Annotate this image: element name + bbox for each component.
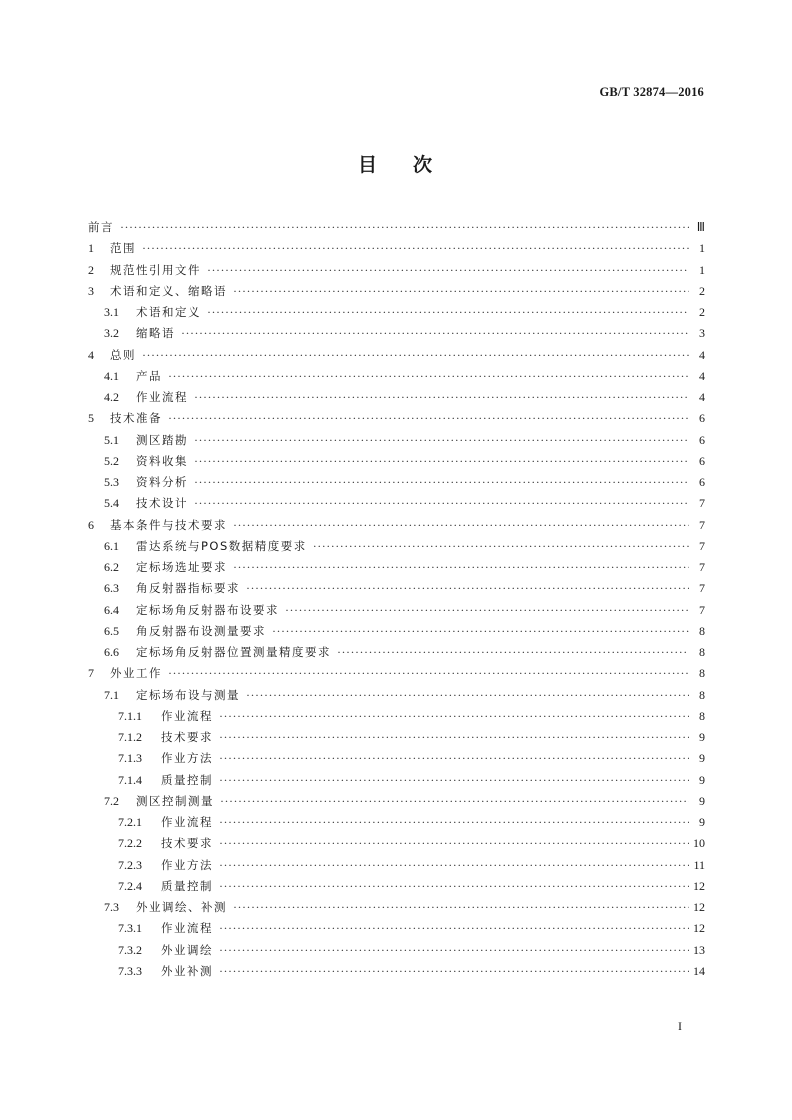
dot-leader (285, 600, 689, 621)
toc-title-left: 目 (357, 154, 379, 176)
toc-entry[interactable] (88, 791, 705, 812)
toc-entry-page: 1 (699, 241, 705, 256)
toc-entry[interactable] (88, 642, 705, 663)
dot-leader (233, 897, 689, 918)
toc-entry-number: 7.1 (104, 687, 119, 702)
toc-entry-number: 6.1 (104, 538, 119, 553)
toc-entry-page: 11 (693, 857, 705, 872)
toc-entry-number: 3.2 (104, 326, 119, 341)
dot-leader (246, 578, 689, 599)
toc-entry-title: 基本条件与技术要求 (110, 517, 227, 532)
toc-entry[interactable] (88, 600, 705, 621)
toc-entry-number: 3 (88, 283, 94, 298)
toc-entry-title: 作业流程 (161, 815, 213, 829)
toc-entry-number: 7.1.2 (118, 730, 142, 744)
toc-entry[interactable] (88, 302, 705, 323)
toc-entry-page: 14 (693, 963, 705, 978)
toc-entry[interactable] (88, 812, 705, 833)
toc-entry[interactable] (88, 387, 705, 408)
toc-entry-page: 8 (699, 666, 705, 681)
toc-entry-page: 7 (699, 517, 705, 532)
dot-leader (168, 408, 689, 429)
toc-entry-title: 定标场选址要求 (136, 560, 227, 574)
dot-leader (272, 621, 689, 642)
dot-leader (168, 366, 689, 387)
toc-entry-title: 雷达系统与POS数据精度要求 (136, 538, 307, 553)
toc-entry-page: 4 (699, 347, 705, 362)
toc-entry-title: 资料收集 (136, 453, 188, 468)
toc-entry-number: 5.2 (104, 453, 119, 468)
toc-entry-title: 作业流程 (136, 390, 188, 404)
toc-entry-page: Ⅲ (696, 220, 705, 234)
toc-entry-number: 6.4 (104, 602, 119, 617)
toc-entry-page: 6 (699, 432, 705, 447)
toc-entry-title: 测区踏勘 (136, 432, 188, 447)
toc-entry[interactable] (88, 345, 705, 366)
toc-entry[interactable] (88, 578, 705, 599)
toc-entry-title: 定标场布设与测量 (136, 687, 240, 702)
toc-entry-page: 7 (699, 581, 705, 596)
toc-entry-number: 5.3 (104, 475, 119, 489)
toc-entry-title: 质量控制 (161, 878, 213, 893)
toc-entry-title: 规范性引用文件 (110, 262, 201, 277)
toc-entry-page: 8 (699, 708, 705, 723)
toc-entry-page: 3 (699, 326, 705, 341)
toc-entry-title: 术语和定义 (136, 305, 201, 319)
toc-entry-number: 7.3.3 (118, 963, 142, 978)
toc-entry-number: 7.3.2 (118, 942, 142, 957)
dot-leader (194, 451, 689, 472)
dot-leader (337, 642, 689, 663)
toc-entry-title: 作业流程 (161, 708, 213, 723)
toc-entry[interactable] (88, 217, 705, 238)
toc-entry-page: 7 (699, 538, 705, 553)
toc-title-right: 次 (413, 154, 435, 176)
toc-entry-number: 7.2.2 (118, 836, 142, 851)
toc-entry-title: 作业方法 (161, 751, 213, 766)
toc-entry[interactable] (88, 685, 705, 706)
toc-entry[interactable] (88, 493, 705, 514)
toc-entry[interactable] (88, 748, 705, 769)
toc-entry-title: 缩略语 (136, 326, 175, 341)
dot-leader (168, 663, 689, 684)
toc-entry-page: 2 (699, 305, 705, 319)
toc-entry-page: 12 (693, 921, 705, 936)
toc-entry-number: 6.5 (104, 623, 119, 638)
toc-entry-page: 4 (699, 368, 705, 383)
toc-entry-title: 外业调绘、补测 (136, 900, 227, 914)
toc-entry[interactable] (88, 430, 705, 451)
toc-entry-number: 4 (88, 347, 94, 362)
toc-entry-title: 术语和定义、缩略语 (110, 283, 227, 298)
toc-entry-page: 9 (699, 793, 705, 808)
toc-entry[interactable] (88, 451, 705, 472)
toc-entry-title: 资料分析 (136, 475, 188, 489)
toc-entry-page: 12 (693, 900, 705, 914)
dot-leader (313, 536, 689, 557)
toc-entry-page: 9 (699, 772, 705, 787)
toc-entry-title: 角反射器布设测量要求 (136, 623, 266, 638)
toc-entry-title: 作业方法 (161, 857, 213, 872)
toc-entry-title: 外业调绘 (161, 942, 213, 957)
toc-entry-number: 5.4 (104, 496, 119, 511)
toc-entry-number: 7.1.4 (118, 772, 142, 787)
toc-entry-number: 5 (88, 411, 94, 426)
toc-entry[interactable] (88, 557, 705, 578)
toc-entry-page: 6 (699, 475, 705, 489)
dot-leader (207, 260, 689, 281)
dot-leader (246, 685, 689, 706)
toc-entry-title: 作业流程 (161, 921, 213, 936)
toc-entry-title: 外业工作 (110, 666, 162, 681)
toc-entry-number: 6.2 (104, 560, 119, 574)
toc-entry-page: 9 (699, 815, 705, 829)
toc-entry[interactable] (88, 366, 705, 387)
dot-leader (233, 557, 689, 578)
toc-entry[interactable] (88, 281, 705, 302)
toc-entry-title: 技术准备 (110, 411, 162, 426)
toc-entry-page: 7 (699, 602, 705, 617)
toc-entry-title: 产品 (136, 368, 162, 383)
toc-entry-page: 2 (699, 283, 705, 298)
toc-entry-number: 2 (88, 262, 94, 277)
toc-entry-number: 7.2 (104, 793, 119, 808)
toc-entry-number: 7.1.1 (118, 708, 142, 723)
toc-entry-page: 8 (699, 645, 705, 659)
dot-leader (142, 238, 689, 259)
toc-entry[interactable] (88, 855, 705, 876)
dot-leader (219, 706, 689, 727)
toc-entry-number: 7.3 (104, 900, 119, 914)
toc-entry-number: 7.2.4 (118, 878, 142, 893)
toc-entry-title: 定标场角反射器布设要求 (136, 602, 279, 617)
dot-leader (219, 855, 689, 876)
toc-entry-number: 7.3.1 (118, 921, 142, 936)
toc-entry-title: 外业补测 (161, 963, 213, 978)
toc-entry[interactable] (88, 238, 705, 259)
dot-leader (194, 430, 689, 451)
dot-leader (219, 961, 689, 982)
toc-entry-number: 6.6 (104, 645, 119, 659)
dot-leader (219, 876, 689, 897)
toc-entry-title: 技术要求 (161, 730, 213, 744)
dot-leader (233, 515, 689, 536)
toc-entry-page: 7 (699, 496, 705, 511)
toc-entry-title: 总则 (110, 347, 136, 362)
toc-entry[interactable] (88, 727, 705, 748)
toc-entry-page: 9 (699, 751, 705, 766)
toc-entry[interactable] (88, 323, 705, 344)
toc-entry[interactable] (88, 472, 705, 493)
toc-entry-title: 质量控制 (161, 772, 213, 787)
toc-entry-number: 4.1 (104, 368, 119, 383)
dot-leader (142, 345, 689, 366)
dot-leader (181, 323, 689, 344)
toc-entry-page: 13 (693, 942, 705, 957)
toc-entry[interactable] (88, 918, 705, 939)
toc-entry[interactable] (88, 663, 705, 684)
dot-leader (220, 791, 689, 812)
toc-entry[interactable] (88, 876, 705, 897)
toc-title (0, 150, 792, 177)
toc-entry-page: 4 (699, 390, 705, 404)
standard-code: GB/T 32874—2016 (599, 85, 704, 99)
toc-entry-number: 1 (88, 241, 94, 256)
toc-entry-page: 8 (699, 687, 705, 702)
toc-entry-page: 8 (699, 623, 705, 638)
toc-entry[interactable] (88, 940, 705, 961)
toc-entry[interactable] (88, 770, 705, 791)
dot-leader (194, 493, 689, 514)
dot-leader (233, 281, 689, 302)
dot-leader (207, 302, 689, 323)
toc-entry-title: 角反射器指标要求 (136, 581, 240, 596)
toc-entry[interactable] (88, 706, 705, 727)
dot-leader (194, 387, 689, 408)
toc-entry-number: 5.1 (104, 432, 119, 447)
toc-entry-title: 范围 (110, 241, 136, 256)
dot-leader (219, 833, 689, 854)
toc-entry[interactable] (88, 961, 705, 982)
table-of-contents (88, 217, 705, 982)
dot-leader (194, 472, 689, 493)
toc-entry-number: 3.1 (104, 305, 119, 319)
toc-entry-number: 7.2.3 (118, 857, 142, 872)
toc-entry-page: 6 (699, 411, 705, 426)
toc-entry-title: 测区控制测量 (136, 793, 214, 808)
toc-entry[interactable] (88, 621, 705, 642)
toc-entry-number: 7 (88, 666, 94, 681)
toc-entry[interactable] (88, 260, 705, 281)
toc-entry-page: 9 (699, 730, 705, 744)
dot-leader (219, 812, 689, 833)
toc-entry-title: 前言 (88, 220, 114, 234)
toc-entry[interactable] (88, 515, 705, 536)
dot-leader (219, 918, 689, 939)
toc-entry[interactable] (88, 536, 705, 557)
toc-entry-page: 1 (699, 262, 705, 277)
toc-entry[interactable] (88, 833, 705, 854)
dot-leader (219, 770, 689, 791)
toc-entry-number: 7.2.1 (118, 815, 142, 829)
dot-leader (120, 217, 689, 238)
toc-entry-title: 技术设计 (136, 496, 188, 511)
toc-entry-title: 定标场角反射器位置测量精度要求 (136, 645, 331, 659)
toc-entry-number: 4.2 (104, 390, 119, 404)
page-number: I (678, 1019, 682, 1033)
dot-leader (219, 748, 689, 769)
toc-entry-page: 7 (699, 560, 705, 574)
toc-entry-page: 12 (693, 878, 705, 893)
toc-entry[interactable] (88, 408, 705, 429)
toc-entry-page: 6 (699, 453, 705, 468)
dot-leader (219, 940, 689, 961)
toc-entry[interactable] (88, 897, 705, 918)
toc-entry-number: 6 (88, 517, 94, 532)
toc-entry-number: 7.1.3 (118, 751, 142, 766)
dot-leader (219, 727, 689, 748)
toc-entry-page: 10 (693, 836, 705, 851)
toc-entry-number: 6.3 (104, 581, 119, 596)
toc-entry-title: 技术要求 (161, 836, 213, 851)
